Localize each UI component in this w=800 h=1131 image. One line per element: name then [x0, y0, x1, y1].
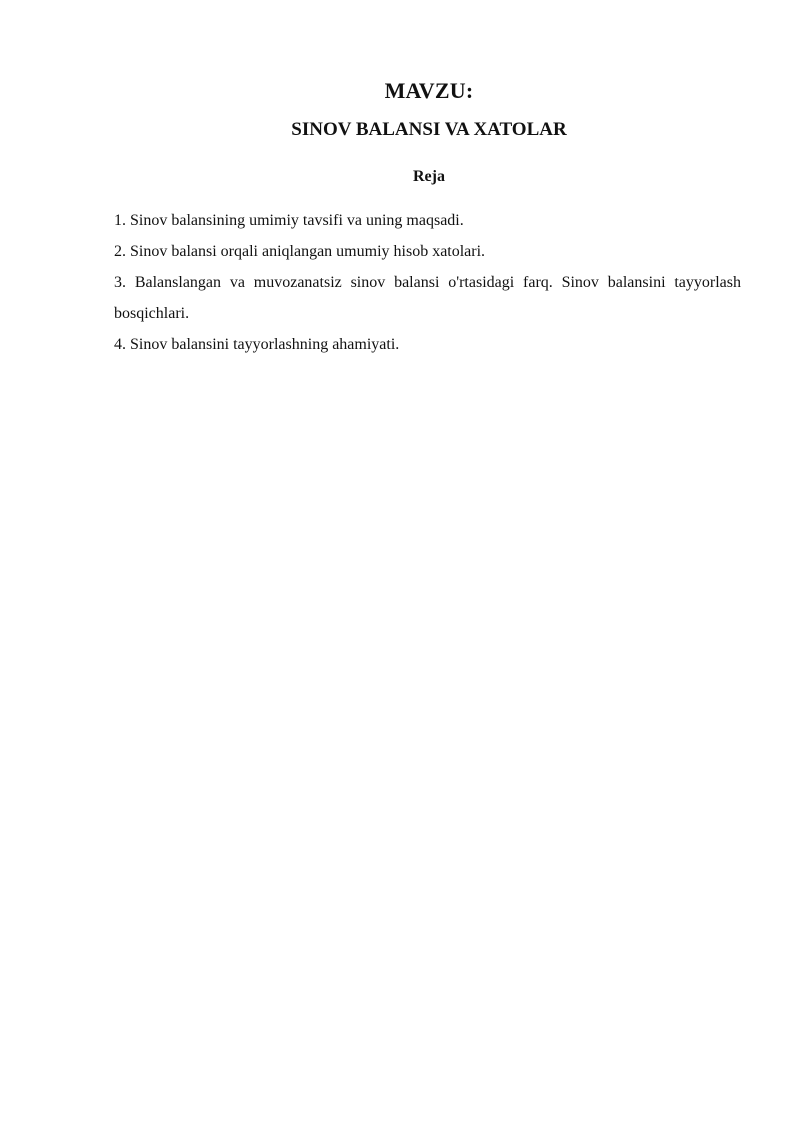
plan-list [114, 205, 741, 360]
page-title: MAVZU: [384, 78, 474, 103]
plan-item-3: 3. Balanslangan va muvozanatsiz sinov balansi o'rtasidagi farq. Sinov balansini tayyorlash bosqichlari. [114, 274, 741, 322]
plan-item-1: 1. Sinov balansining umimiy tavsifi va uning maqsadi. [114, 212, 464, 229]
plan-item-2: 2. Sinov balansi orqali aniqlangan umumiy hisob xatolari. [114, 243, 486, 260]
topic-subtitle: SINOV BALANSI VA XATOLAR [291, 119, 567, 140]
plan-item-4: 4. Sinov balansini tayyorlashning ahamiyati. [114, 336, 400, 353]
plan-heading: Reja [413, 168, 445, 185]
